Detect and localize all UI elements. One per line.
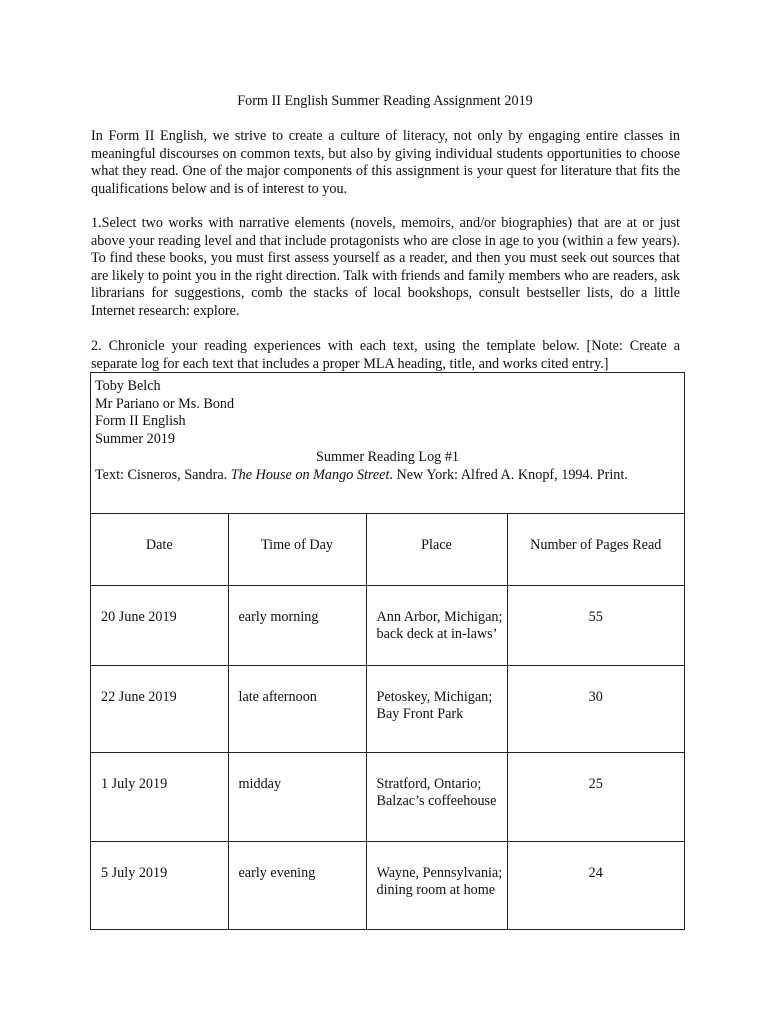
cell-date: 1 July 2019 bbox=[91, 752, 228, 841]
place-line-1: Stratford, Ontario; bbox=[376, 775, 482, 792]
place-line-2: back deck at in-laws’ bbox=[376, 626, 498, 642]
place-line-2: dining room at home bbox=[376, 882, 496, 898]
instruction-item-2: 2. Chronicle your reading experiences with each text, using the template below. [Note: Create a separate log for each text that includes a proper MLA heading, title, and works cited entry.] bbox=[91, 338, 680, 372]
column-header-place: Place bbox=[366, 514, 507, 585]
cell-time: midday bbox=[228, 752, 366, 841]
table-row bbox=[91, 665, 684, 752]
instruction-item-1: 1.Select two works with narrative elements (novels, memoirs, and/or biographies) that are at or just above your reading level and that include protagonists who are close in age to you (within a few years). To find these books, you must first assess yourself as a reader, and then you must seek out sources that are likely to point you in the right direction. Talk with friends and family members who are readers, ask librarians for suggestions, comb the stacks of local bookshops, consult bestseller lists, do a little Internet research: explore. bbox=[91, 215, 680, 319]
student-name: Toby Belch bbox=[95, 378, 161, 394]
place-line-2: Bay Front Park bbox=[376, 706, 464, 722]
cell-time: early evening bbox=[228, 841, 366, 930]
log-title: Summer Reading Log #1 bbox=[315, 449, 460, 465]
cell-date: 22 June 2019 bbox=[91, 665, 228, 752]
works-cited-entry bbox=[95, 467, 628, 485]
cell-pages: 24 bbox=[507, 841, 684, 930]
cell-pages: 30 bbox=[507, 665, 684, 752]
citation-suffix: . New York: Alfred A. Knopf, 1994. Print. bbox=[389, 467, 628, 483]
term: Summer 2019 bbox=[95, 431, 175, 447]
table-header-row bbox=[91, 514, 684, 585]
column-header-time: Time of Day bbox=[228, 514, 366, 585]
column-header-date: Date bbox=[91, 514, 228, 585]
citation-book-title: The House on Mango Street bbox=[230, 467, 390, 483]
place-line-1: Wayne, Pennsylvania; bbox=[376, 864, 503, 881]
place-line-1: Petoskey, Michigan; bbox=[376, 688, 493, 705]
reading-log-table bbox=[91, 514, 684, 930]
cell-time: late afternoon bbox=[228, 665, 366, 752]
column-header-pages: Number of Pages Read bbox=[507, 514, 684, 585]
place-line-1: Ann Arbor, Michigan; bbox=[376, 608, 503, 625]
cell-place bbox=[366, 665, 507, 752]
cell-place bbox=[366, 841, 507, 930]
reading-log-template bbox=[90, 372, 685, 930]
place-line-2: Balzac’s coffeehouse bbox=[376, 793, 497, 809]
cell-pages: 55 bbox=[507, 585, 684, 665]
citation-prefix: Text: Cisneros, Sandra. bbox=[95, 467, 231, 483]
cell-place bbox=[366, 585, 507, 665]
table-row bbox=[91, 585, 684, 665]
cell-date: 5 July 2019 bbox=[91, 841, 228, 930]
cell-pages: 25 bbox=[507, 752, 684, 841]
course-name: Form II English bbox=[95, 413, 186, 429]
mla-heading-block bbox=[91, 373, 684, 514]
cell-place bbox=[366, 752, 507, 841]
page-title: Form II English Summer Reading Assignment 2019 bbox=[237, 93, 533, 109]
teacher-name: Mr Pariano or Ms. Bond bbox=[95, 396, 235, 412]
intro-paragraph: In Form II English, we strive to create a culture of literacy, not only by engaging entire classes in meaningful discourses on common texts, but also by giving individual students opportunities to choose what they read. One of the major components of this assignment is your quest for literature that fits the qualifications below and is of interest to you. bbox=[91, 128, 680, 197]
cell-time: early morning bbox=[228, 585, 366, 665]
cell-date: 20 June 2019 bbox=[91, 585, 228, 665]
table-row bbox=[91, 752, 684, 841]
table-row bbox=[91, 841, 684, 930]
